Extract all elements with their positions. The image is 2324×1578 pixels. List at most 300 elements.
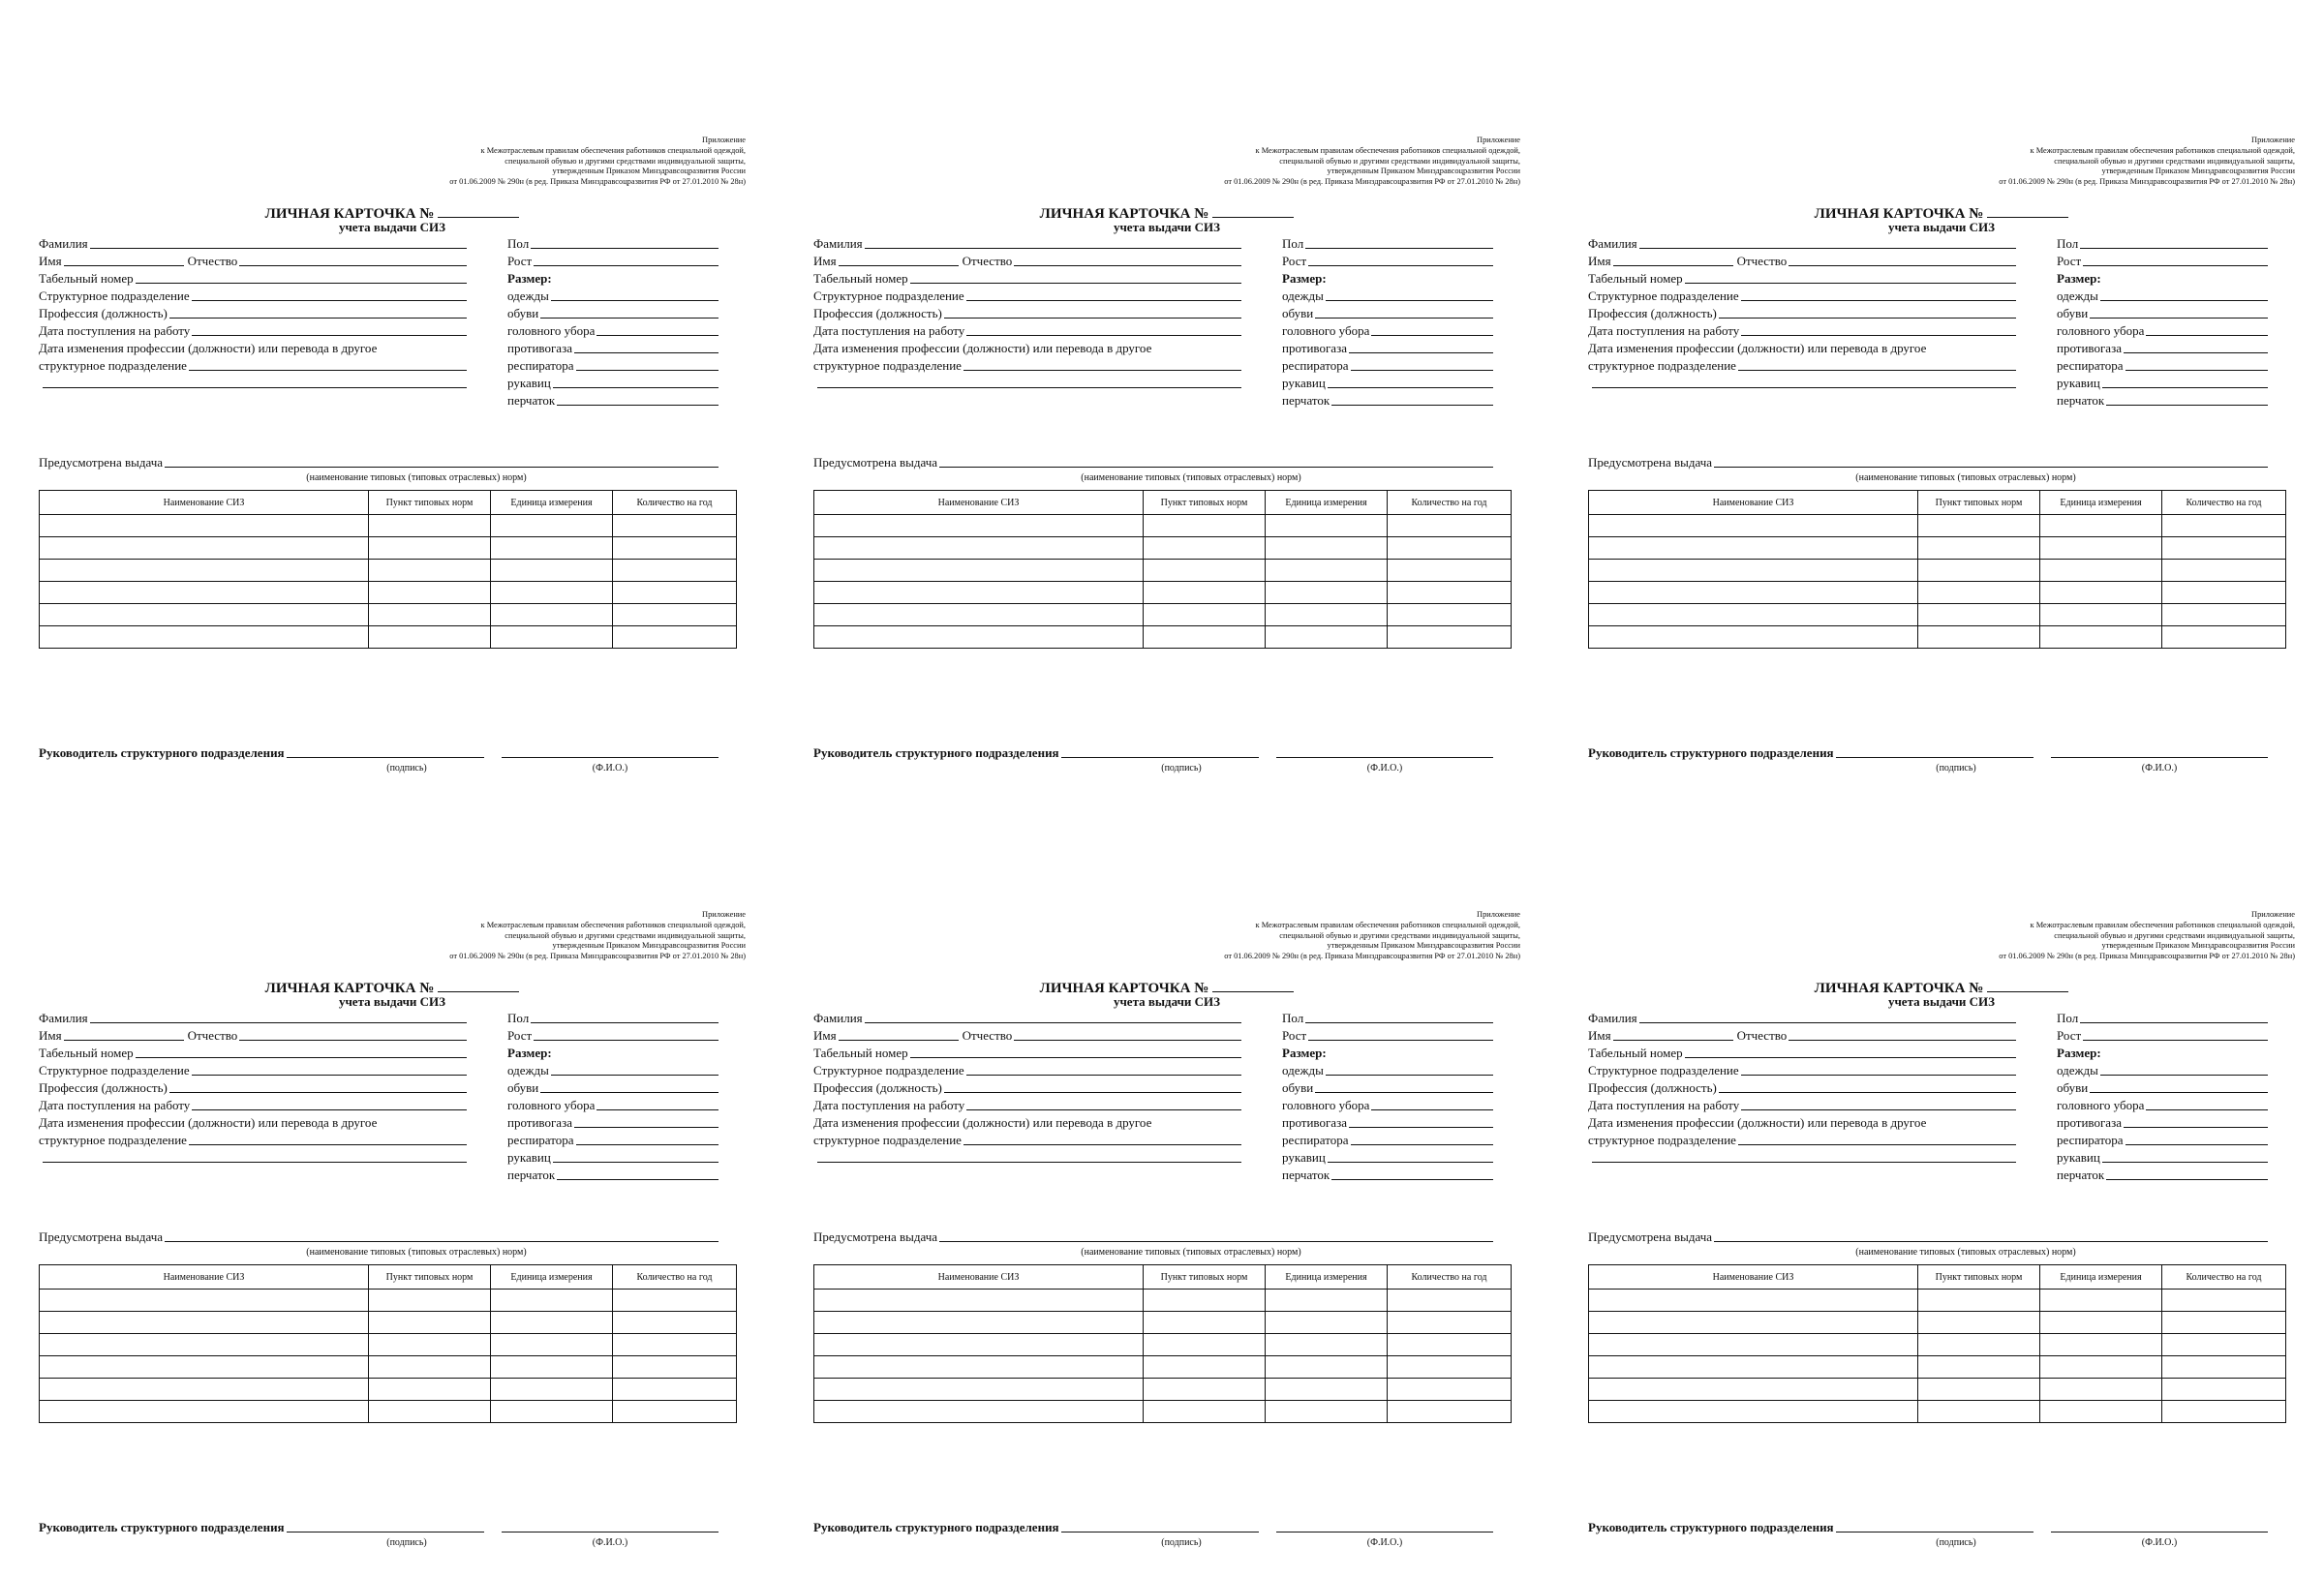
respirator-label: респиратора	[507, 358, 574, 373]
surname-field[interactable]	[865, 236, 1241, 249]
table-cell[interactable]	[1388, 604, 1512, 626]
height-field[interactable]	[2083, 254, 2268, 266]
table-cell[interactable]	[1918, 560, 2040, 582]
gas-mask-field[interactable]	[2124, 1115, 2268, 1128]
height-field[interactable]	[1308, 254, 1493, 266]
table-cell[interactable]	[1388, 1312, 1512, 1334]
clothes-field[interactable]	[551, 1063, 719, 1076]
shoes-field[interactable]	[2090, 306, 2268, 319]
height-field[interactable]	[534, 1028, 719, 1041]
change-date-row	[39, 339, 467, 356]
profession-field[interactable]	[1719, 1080, 2016, 1093]
department-field[interactable]	[192, 288, 467, 301]
table-cell[interactable]	[369, 1356, 491, 1379]
fio-field[interactable]	[1276, 745, 1493, 758]
table-cell[interactable]	[491, 604, 613, 626]
respirator-row	[507, 356, 719, 374]
gloves-field[interactable]	[1331, 1168, 1493, 1180]
table-cell[interactable]	[369, 604, 491, 626]
table-cell[interactable]	[1388, 515, 1512, 537]
name-field[interactable]	[839, 1028, 959, 1041]
signature-field[interactable]	[1061, 745, 1259, 758]
fio-field[interactable]	[2051, 745, 2268, 758]
card-number-field[interactable]	[438, 203, 519, 218]
signature-field[interactable]	[1836, 1520, 2034, 1532]
provided-field[interactable]	[1714, 1229, 2268, 1242]
tab-number-field[interactable]	[1685, 1046, 2016, 1058]
table-cell[interactable]	[40, 626, 369, 649]
headwear-field[interactable]	[1371, 1098, 1493, 1110]
gender-label: Пол	[2057, 1011, 2079, 1025]
shoes-field[interactable]	[2090, 1080, 2268, 1093]
respirator-field[interactable]	[1351, 358, 1494, 371]
signature-field[interactable]	[287, 745, 484, 758]
table-cell[interactable]	[1918, 1334, 2040, 1356]
height-field[interactable]	[534, 254, 719, 266]
card-number-field[interactable]	[1212, 978, 1294, 992]
respirator-field[interactable]	[2125, 358, 2269, 371]
headwear-field[interactable]	[596, 323, 719, 336]
gas-mask-field[interactable]	[1349, 341, 1493, 353]
table-cell[interactable]	[2040, 604, 2162, 626]
table-cell[interactable]	[613, 582, 737, 604]
table-cell[interactable]	[1589, 515, 1918, 537]
shoes-field[interactable]	[1315, 306, 1493, 319]
change-department-field[interactable]	[189, 1133, 467, 1145]
table-cell[interactable]	[1144, 604, 1266, 626]
table-cell[interactable]	[2162, 626, 2286, 649]
table-cell[interactable]	[814, 1334, 1144, 1356]
name-field[interactable]	[1613, 254, 1733, 266]
extra-field[interactable]	[1592, 1150, 2016, 1163]
table-cell[interactable]	[2162, 582, 2286, 604]
surname-label: Фамилия	[39, 1011, 88, 1025]
gender-field[interactable]	[531, 1011, 719, 1023]
gender-label: Пол	[507, 1011, 530, 1025]
table-cell[interactable]	[40, 582, 369, 604]
gloves-field[interactable]	[557, 393, 719, 406]
table-cell[interactable]	[814, 515, 1144, 537]
table-cell[interactable]	[613, 537, 737, 560]
table-cell[interactable]	[1266, 626, 1388, 649]
table-cell[interactable]	[1589, 1356, 1918, 1379]
patronymic-field[interactable]	[1789, 254, 2016, 266]
extra-field[interactable]	[43, 376, 467, 388]
table-cell[interactable]	[40, 560, 369, 582]
mittens-field[interactable]	[2102, 1150, 2268, 1163]
table-cell[interactable]	[2040, 1356, 2162, 1379]
signature-field[interactable]	[1061, 1520, 1259, 1532]
header-line: утвержденным Приказом Минздравсоцразвития России	[552, 167, 746, 176]
change-department-field[interactable]	[1738, 358, 2016, 371]
table-cell[interactable]	[2040, 1401, 2162, 1423]
tab-number-field[interactable]	[1685, 271, 2016, 284]
table-cell[interactable]	[1388, 1334, 1512, 1356]
table-cell[interactable]	[1266, 1312, 1388, 1334]
table-cell[interactable]	[369, 537, 491, 560]
table-cell[interactable]	[2162, 1401, 2286, 1423]
patronymic-field[interactable]	[1789, 1028, 2016, 1041]
card-number-field[interactable]	[1987, 978, 2068, 992]
extra-field[interactable]	[1592, 376, 2016, 388]
table-cell[interactable]	[814, 604, 1144, 626]
headwear-field[interactable]	[1371, 323, 1493, 336]
table-cell[interactable]	[1589, 582, 1918, 604]
mittens-field[interactable]	[553, 1150, 719, 1163]
table-cell[interactable]	[814, 537, 1144, 560]
provided-field[interactable]	[939, 455, 1493, 468]
table-cell[interactable]	[1144, 560, 1266, 582]
tab-number-field[interactable]	[136, 271, 467, 284]
table-cell[interactable]	[2040, 560, 2162, 582]
table-cell[interactable]	[2040, 1312, 2162, 1334]
provided-field[interactable]	[165, 1229, 719, 1242]
tab-number-field[interactable]	[136, 1046, 467, 1058]
table-cell[interactable]	[2040, 515, 2162, 537]
name-field[interactable]	[64, 254, 184, 266]
gender-field[interactable]	[1305, 236, 1493, 249]
table-cell[interactable]	[613, 1312, 737, 1334]
table-cell[interactable]	[1388, 560, 1512, 582]
change-department-field[interactable]	[1738, 1133, 2016, 1145]
table-cell[interactable]	[369, 626, 491, 649]
table-cell[interactable]	[613, 626, 737, 649]
table-cell[interactable]	[2040, 582, 2162, 604]
table-cell[interactable]	[1388, 626, 1512, 649]
extra-field[interactable]	[817, 1150, 1241, 1163]
gender-field[interactable]	[2080, 236, 2268, 249]
table-cell[interactable]	[1589, 1290, 1918, 1312]
table-cell[interactable]	[491, 1401, 613, 1423]
table-cell[interactable]	[1388, 537, 1512, 560]
table-cell[interactable]	[1388, 1401, 1512, 1423]
gloves-row	[2057, 391, 2268, 409]
table-cell[interactable]	[613, 560, 737, 582]
manager-row	[39, 1518, 484, 1535]
table-cell[interactable]	[613, 515, 737, 537]
profession-field[interactable]	[944, 1080, 1241, 1093]
table-cell[interactable]	[369, 582, 491, 604]
signature-field[interactable]	[1836, 745, 2034, 758]
table-cell[interactable]	[1918, 515, 2040, 537]
respirator-field[interactable]	[576, 1133, 719, 1145]
change-department-row	[813, 356, 1241, 374]
gender-field[interactable]	[531, 236, 719, 249]
table-cell[interactable]	[369, 1401, 491, 1423]
respirator-field[interactable]	[2125, 1133, 2269, 1145]
hire-date-field[interactable]	[192, 1098, 467, 1110]
table-cell[interactable]	[2162, 537, 2286, 560]
clothes-field[interactable]	[2100, 288, 2268, 301]
headwear-field[interactable]	[2146, 1098, 2268, 1110]
table-cell[interactable]	[1266, 582, 1388, 604]
table-cell[interactable]	[814, 626, 1144, 649]
hire-date-label: Дата поступления на работу	[39, 1098, 191, 1112]
table-cell[interactable]	[491, 1379, 613, 1401]
table-cell[interactable]	[1266, 1401, 1388, 1423]
table-cell[interactable]	[40, 537, 369, 560]
shoes-field[interactable]	[540, 1080, 719, 1093]
table-cell[interactable]	[491, 582, 613, 604]
patronymic-field[interactable]	[1014, 1028, 1241, 1041]
card-number-field[interactable]	[1987, 203, 2068, 218]
table-cell[interactable]	[613, 604, 737, 626]
table-cell[interactable]	[1144, 1312, 1266, 1334]
table-cell[interactable]	[613, 1290, 737, 1312]
mittens-field[interactable]	[2102, 376, 2268, 388]
table-cell[interactable]	[1589, 537, 1918, 560]
change-department-field[interactable]	[963, 1133, 1241, 1145]
table-cell[interactable]	[1266, 1334, 1388, 1356]
clothes-field[interactable]	[2100, 1063, 2268, 1076]
table-cell[interactable]	[369, 1290, 491, 1312]
table-cell[interactable]	[1266, 1379, 1388, 1401]
table-cell[interactable]	[40, 1290, 369, 1312]
table-cell[interactable]	[2040, 1379, 2162, 1401]
table-cell[interactable]	[1589, 1401, 1918, 1423]
fio-field[interactable]	[1276, 1520, 1493, 1532]
table-cell[interactable]	[40, 515, 369, 537]
respirator-field[interactable]	[576, 358, 719, 371]
table-cell[interactable]	[369, 1312, 491, 1334]
header-line: к Межотраслевым правилам обеспечения работников специальной одеждой,	[2030, 920, 2295, 929]
gender-field[interactable]	[2080, 1011, 2268, 1023]
table-cell[interactable]	[369, 1379, 491, 1401]
table-cell[interactable]	[491, 626, 613, 649]
table-cell[interactable]	[40, 1334, 369, 1356]
surname-field[interactable]	[865, 1011, 1241, 1023]
name-field[interactable]	[64, 1028, 184, 1041]
table-cell[interactable]	[1589, 560, 1918, 582]
table-cell[interactable]	[1266, 604, 1388, 626]
department-field[interactable]	[966, 1063, 1241, 1076]
table-cell[interactable]	[1589, 1379, 1918, 1401]
provided-field[interactable]	[1714, 455, 2268, 468]
gas-mask-field[interactable]	[574, 1115, 719, 1128]
table-cell[interactable]	[1918, 582, 2040, 604]
table-cell[interactable]	[1144, 537, 1266, 560]
table-cell[interactable]	[1589, 1312, 1918, 1334]
hire-date-field[interactable]	[1741, 323, 2016, 336]
gloves-field[interactable]	[2106, 1168, 2268, 1180]
table-cell[interactable]	[1918, 626, 2040, 649]
fio-field[interactable]	[502, 1520, 719, 1532]
table-cell[interactable]	[40, 1401, 369, 1423]
table-cell[interactable]	[2040, 1290, 2162, 1312]
table-cell[interactable]	[369, 1334, 491, 1356]
table-cell[interactable]	[1589, 1334, 1918, 1356]
table-cell[interactable]	[1144, 515, 1266, 537]
surname-field[interactable]	[90, 1011, 467, 1023]
extra-field[interactable]	[817, 376, 1241, 388]
table-cell[interactable]	[814, 1290, 1144, 1312]
table-cell[interactable]	[613, 1379, 737, 1401]
table-cell[interactable]	[1266, 515, 1388, 537]
table-cell[interactable]	[2162, 604, 2286, 626]
surname-field[interactable]	[1639, 236, 2016, 249]
appendix-header	[242, 136, 746, 188]
table-cell[interactable]	[2162, 1312, 2286, 1334]
table-cell[interactable]	[1918, 1312, 2040, 1334]
gloves-label: перчаток	[1282, 393, 1330, 408]
change-department-field[interactable]	[189, 358, 467, 371]
department-field[interactable]	[192, 1063, 467, 1076]
hire-date-field[interactable]	[966, 1098, 1241, 1110]
name-field[interactable]	[1613, 1028, 1733, 1041]
table-cell[interactable]	[491, 515, 613, 537]
surname-field[interactable]	[90, 236, 467, 249]
table-cell[interactable]	[1388, 582, 1512, 604]
table-cell[interactable]	[2162, 1356, 2286, 1379]
gas-mask-field[interactable]	[1349, 1115, 1493, 1128]
table-cell[interactable]	[2162, 515, 2286, 537]
department-field[interactable]	[1741, 1063, 2016, 1076]
profession-field[interactable]	[1719, 306, 2016, 319]
height-field[interactable]	[1308, 1028, 1493, 1041]
patronymic-field[interactable]	[1014, 254, 1241, 266]
extra-row	[1592, 1148, 2016, 1166]
profession-field[interactable]	[169, 306, 467, 319]
table-cell[interactable]	[40, 1312, 369, 1334]
table-cell[interactable]	[1918, 537, 2040, 560]
clothes-field[interactable]	[1326, 288, 1493, 301]
table-cell[interactable]	[1589, 604, 1918, 626]
height-field[interactable]	[2083, 1028, 2268, 1041]
tab-number-field[interactable]	[910, 271, 1241, 284]
hire-date-field[interactable]	[192, 323, 467, 336]
headwear-field[interactable]	[2146, 323, 2268, 336]
table-cell[interactable]	[2040, 537, 2162, 560]
gas-mask-field[interactable]	[574, 341, 719, 353]
clothes-label: одежды	[507, 1063, 549, 1077]
fio-field[interactable]	[502, 745, 719, 758]
name-field[interactable]	[839, 254, 959, 266]
change-department-field[interactable]	[963, 358, 1241, 371]
mittens-field[interactable]	[1328, 1150, 1493, 1163]
gloves-field[interactable]	[557, 1168, 719, 1180]
surname-field[interactable]	[1639, 1011, 2016, 1023]
clothes-field[interactable]	[551, 288, 719, 301]
table-cell[interactable]	[40, 604, 369, 626]
extra-field[interactable]	[43, 1150, 467, 1163]
clothes-row	[1282, 287, 1493, 304]
patronymic-field[interactable]	[239, 1028, 467, 1041]
name-label: Имя	[1588, 254, 1611, 268]
table-cell[interactable]	[1918, 1290, 2040, 1312]
gloves-field[interactable]	[2106, 393, 2268, 406]
table-cell[interactable]	[1918, 1356, 2040, 1379]
table-cell[interactable]	[2040, 626, 2162, 649]
gloves-field[interactable]	[1331, 393, 1493, 406]
tab-number-field[interactable]	[910, 1046, 1241, 1058]
table-cell[interactable]	[613, 1401, 737, 1423]
table-cell[interactable]	[369, 560, 491, 582]
signature-field[interactable]	[287, 1520, 484, 1532]
table-cell[interactable]	[1144, 1356, 1266, 1379]
table-cell[interactable]	[1144, 582, 1266, 604]
table-cell[interactable]	[814, 1356, 1144, 1379]
table-cell[interactable]	[1144, 1290, 1266, 1312]
table-cell[interactable]	[2162, 1379, 2286, 1401]
gender-field[interactable]	[1305, 1011, 1493, 1023]
department-field[interactable]	[1741, 288, 2016, 301]
table-cell[interactable]	[1388, 1356, 1512, 1379]
table-cell[interactable]	[491, 1312, 613, 1334]
table-cell[interactable]	[613, 1356, 737, 1379]
provided-field[interactable]	[939, 1229, 1493, 1242]
table-cell[interactable]	[369, 515, 491, 537]
headwear-field[interactable]	[596, 1098, 719, 1110]
table-cell[interactable]	[491, 1334, 613, 1356]
table-cell[interactable]	[1589, 626, 1918, 649]
patronymic-field[interactable]	[239, 254, 467, 266]
provided-row	[39, 453, 719, 470]
table-cell[interactable]	[40, 1356, 369, 1379]
provided-field[interactable]	[165, 455, 719, 468]
table-cell[interactable]	[1144, 1401, 1266, 1423]
table-cell[interactable]	[2162, 1290, 2286, 1312]
table-cell[interactable]	[2162, 1334, 2286, 1356]
department-field[interactable]	[966, 288, 1241, 301]
signature-note: (подпись)	[1161, 763, 1202, 774]
table-cell[interactable]	[1388, 1290, 1512, 1312]
table-cell[interactable]	[1918, 604, 2040, 626]
table-cell[interactable]	[1388, 1379, 1512, 1401]
table-cell[interactable]	[814, 1379, 1144, 1401]
hire-date-field[interactable]	[966, 323, 1241, 336]
gender-row	[507, 1009, 719, 1026]
table-cell[interactable]	[1266, 560, 1388, 582]
table-cell[interactable]	[1266, 537, 1388, 560]
profession-field[interactable]	[944, 306, 1241, 319]
table-cell[interactable]	[1918, 1401, 2040, 1423]
table-cell[interactable]	[2162, 560, 2286, 582]
shoes-field[interactable]	[540, 306, 719, 319]
table-cell[interactable]	[2040, 1334, 2162, 1356]
fio-row	[502, 743, 719, 761]
table-cell[interactable]	[491, 537, 613, 560]
table-cell[interactable]	[814, 1401, 1144, 1423]
card-number-field[interactable]	[438, 978, 519, 992]
table-cell[interactable]	[1144, 626, 1266, 649]
table-cell[interactable]	[491, 1290, 613, 1312]
table-cell[interactable]	[40, 1379, 369, 1401]
shoes-field[interactable]	[1315, 1080, 1493, 1093]
table-cell[interactable]	[814, 560, 1144, 582]
personal-card	[1588, 910, 2295, 1578]
table-cell[interactable]	[1144, 1379, 1266, 1401]
table-cell[interactable]	[491, 560, 613, 582]
appendix-header	[242, 910, 746, 962]
table-cell[interactable]	[491, 1356, 613, 1379]
table-cell[interactable]	[1918, 1379, 2040, 1401]
table-cell[interactable]	[1144, 1334, 1266, 1356]
mittens-field[interactable]	[1328, 376, 1493, 388]
hire-date-field[interactable]	[1741, 1098, 2016, 1110]
mittens-field[interactable]	[553, 376, 719, 388]
gas-mask-field[interactable]	[2124, 341, 2268, 353]
fio-field[interactable]	[2051, 1520, 2268, 1532]
clothes-field[interactable]	[1326, 1063, 1493, 1076]
table-cell[interactable]	[1266, 1290, 1388, 1312]
profession-field[interactable]	[169, 1080, 467, 1093]
card-number-field[interactable]	[1212, 203, 1294, 218]
table-cell[interactable]	[814, 582, 1144, 604]
table-cell[interactable]	[1266, 1356, 1388, 1379]
respirator-field[interactable]	[1351, 1133, 1494, 1145]
table-cell[interactable]	[814, 1312, 1144, 1334]
table-cell[interactable]	[613, 1334, 737, 1356]
